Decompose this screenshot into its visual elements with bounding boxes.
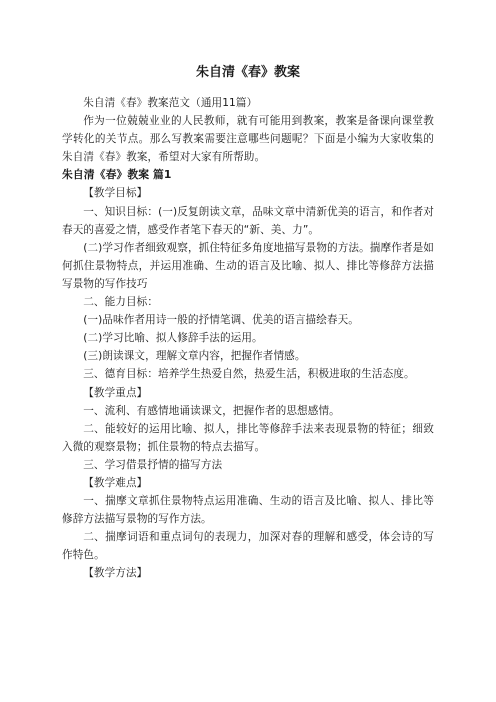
paragraph-difficulty-2: 二、揣摩词语和重点词句的表现力，加深对春的理解和感受，体会诗的写作特色。 <box>62 531 434 562</box>
paragraph-goals-heading: 【教学目标】 <box>83 187 148 200</box>
paragraph-key-point-1: 一、流利、有感情地诵读课文，把握作者的思想感情。 <box>83 404 340 417</box>
section-heading: 朱自清《春》教案 篇1 <box>62 168 172 182</box>
paragraph-intro: 作为一位兢兢业业的人民教师，就有可能用到教案，教案是备课向课堂教学转化的关节点。那么写教案需要注意哪些问题呢？下面是小编为大家收集的朱自清《春》教案，希望对大家有所帮助。 <box>62 115 434 164</box>
paragraph-difficulty-1: 一、揣摩文章抓住景物特点运用准确、生动的语言及比喻、拟人、排比等修辞方法描写景物的写作方法。 <box>62 495 434 526</box>
paragraph-ability-goal: 二、能力目标： <box>83 296 159 309</box>
paragraph-subtitle: 朱自清《春》教案范文（通用11篇） <box>83 97 258 109</box>
paragraph-ability-3: (三)朗读课文，理解文章内容，把握作者情感。 <box>83 350 306 363</box>
paragraph-difficulties-heading: 【教学难点】 <box>83 476 148 489</box>
paragraph-moral-goal: 三、德育目标：培养学生热爱自然，热爱生活，积极进取的生活态度。 <box>83 368 415 381</box>
paragraph-ability-1: (一)品味作者用诗一般的抒情笔调、优美的语言描绘春天。 <box>83 314 359 327</box>
paragraph-methods-heading: 【教学方法】 <box>83 567 148 580</box>
paragraph-key-points-heading: 【教学重点】 <box>83 386 148 399</box>
document-body <box>62 94 434 583</box>
paragraph-ability-2: (二)学习比喻、拟人修辞手法的运用。 <box>83 332 263 345</box>
paragraph-key-point-3: 三、学习借景抒情的描写方法 <box>83 458 223 471</box>
paragraph-knowledge-goal: 一、知识目标：(一)反复朗读文章，品味文章中清新优美的语言，和作者对春天的喜爱之情，感受作者笔下春天的“新、美、力”。 <box>62 205 434 236</box>
paragraph-knowledge-goal-2: (二)学习作者细致观察，抓住特征多角度地描写景物的方法。揣摩作者是如何抓住景物特点，并运用准确、生动的语言及比喻、拟人、排比等修辞方法描写景物的写作技巧 <box>62 241 434 290</box>
paragraph-key-point-2: 二、能较好的运用比喻、拟人，排比等修辞手法来表现景物的特征；细致入微的观察景物；抓住景物的特点去描写。 <box>62 422 434 453</box>
document-title: 朱自清《春》教案 <box>195 65 300 80</box>
